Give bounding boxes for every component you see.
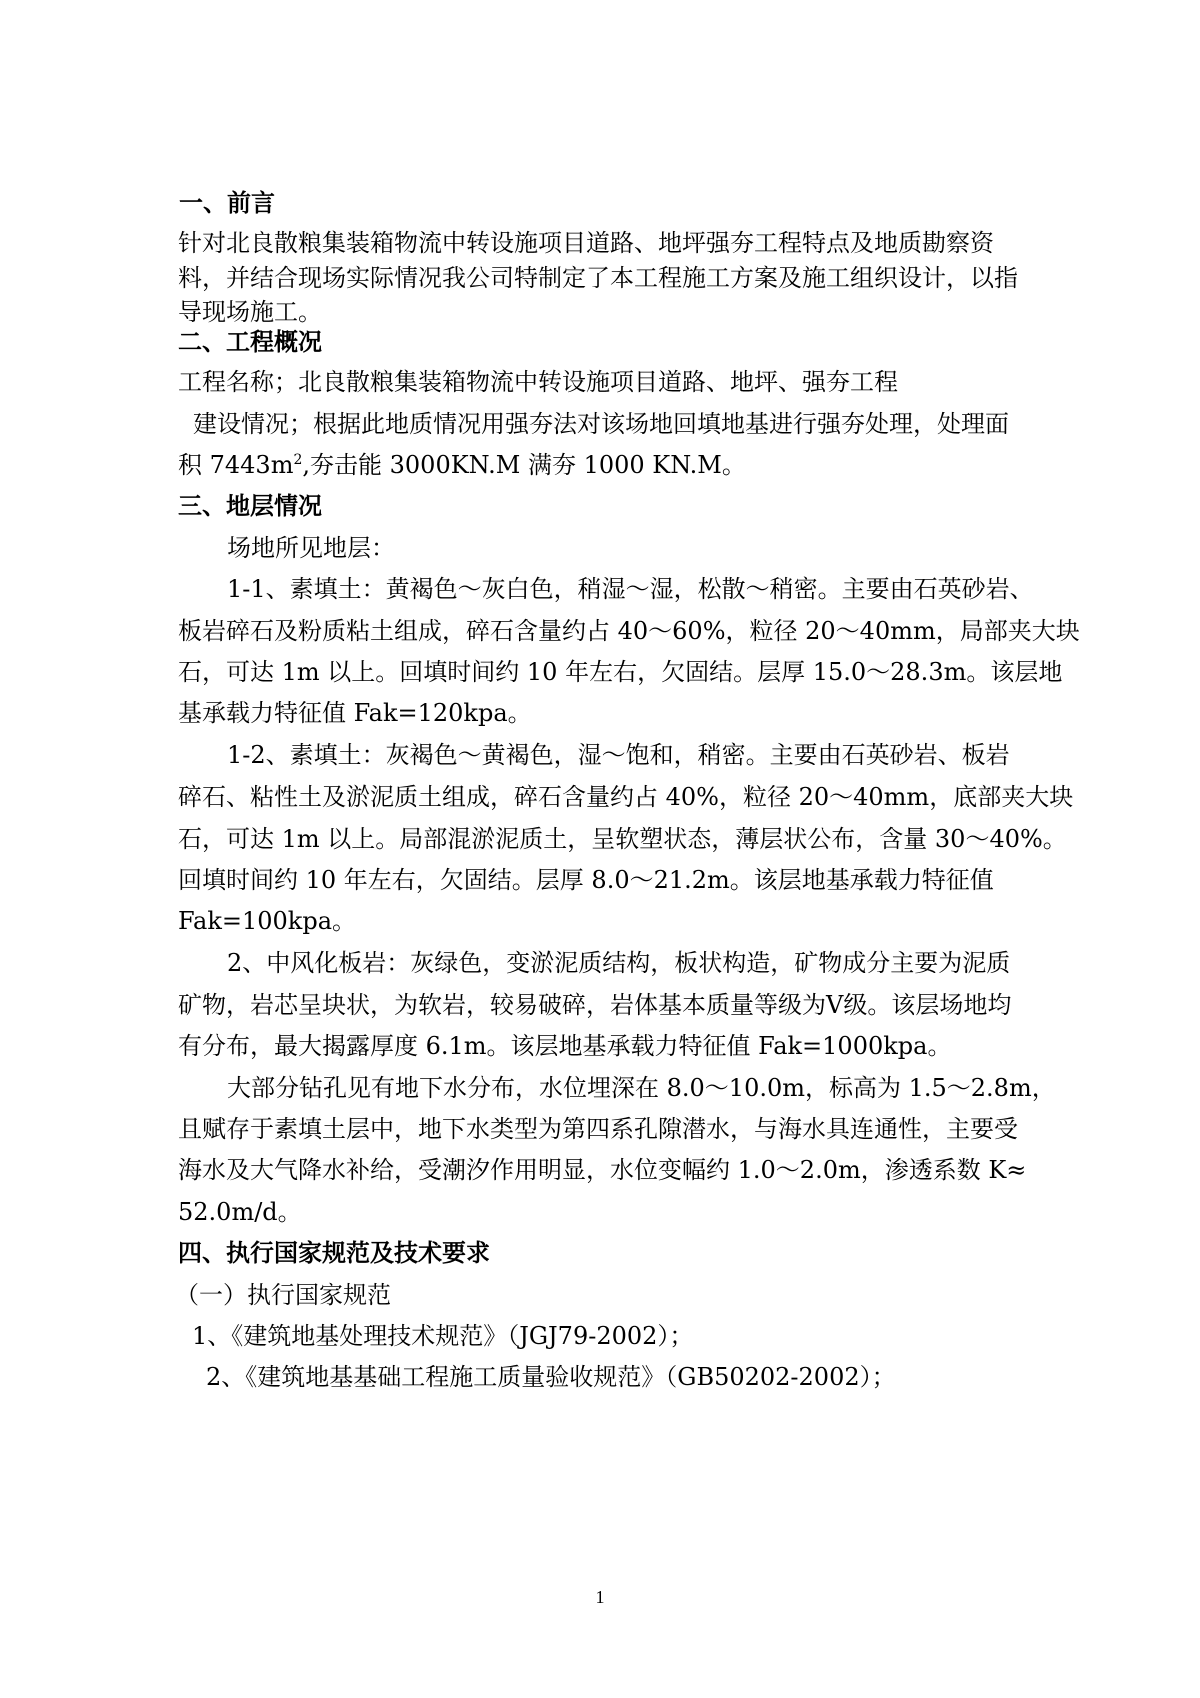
area-unit-exponent: 2 [293,452,303,468]
layer-1-2-line-5: Fak=100kpa。 [178,907,357,935]
layer-1-1-line-1: 1-1、素填土：黄褐色～灰白色，稍湿～湿，松散～稍密。主要由石英砂岩、 [227,575,1034,603]
construction-line-1: 建设情况；根据此地质情况用强夯法对该场地回填地基进行强夯处理，处理面 [193,410,1009,438]
groundwater-line-1: 大部分钻孔见有地下水分布，水位埋深在 8.0～10.0m，标高为 1.5～2.8m， [227,1074,1056,1102]
heading-overview: 二、工程概况 [178,327,322,356]
layer-1-2-line-1: 1-2、素填土：灰褐色～黄褐色，湿～饱和，稍密。主要由石英砂岩、板岩 [227,741,1010,769]
layer-2-line-1: 2、中风化板岩：灰绿色，变淤泥质结构，板状构造，矿物成分主要为泥质 [227,949,1011,977]
heading-foreword: 一、前言 [179,188,275,217]
energy-values: ,夯击能 3000KN.M 满夯 1000 KN.M。 [302,451,746,479]
layer-1-1-line-3: 石，可达 1m 以上。回填时间约 10 年左右，欠固结。层厚 15.0～28.3m。该层地 [178,658,1063,686]
page-number: 1 [595,1587,605,1607]
foreword-line-1: 针对北良散粮集装箱物流中转设施项目道路、地坪强夯工程特点及地质勘察资 [178,229,994,257]
groundwater-line-3: 海水及大气降水补给，受潮汐作用明显，水位变幅约 1.0～2.0m，渗透系数 K≈ [178,1156,1027,1184]
construction-line-2 [178,450,746,480]
heading-strata: 三、地层情况 [178,491,322,520]
layer-1-2-line-3: 石，可达 1m 以上。局部混淤泥质土，呈软塑状态，薄层状公布，含量 30～40%。 [178,825,1067,853]
strata-intro: 场地所见地层： [227,534,395,562]
layer-2-line-2: 矿物，岩芯呈块状，为软岩，较易破碎，岩体基本质量等级为Ⅴ级。该层场地均 [178,991,1012,1019]
layer-1-2-line-2: 碎石、粘性土及淤泥质土组成，碎石含量约占 40%，粒径 20～40mm，底部夹大块 [178,783,1074,811]
project-name-line: 工程名称；北良散粮集装箱物流中转设施项目道路、地坪、强夯工程 [178,368,898,396]
standard-item-2: 2、《建筑地基基础工程施工质量验收规范》（GB50202-2002）； [206,1363,896,1391]
layer-2-line-3: 有分布，最大揭露厚度 6.1m。该层地基承载力特征值 Fak=1000kpa。 [178,1032,952,1060]
layer-1-2-line-4: 回填时间约 10 年左右，欠固结。层厚 8.0～21.2m。该层地基承载力特征值 [178,866,994,894]
heading-standards: 四、执行国家规范及技术要求 [178,1238,490,1267]
layer-1-1-line-4: 基承载力特征值 Fak=120kpa。 [178,699,532,727]
standard-item-1: 1、《建筑地基处理技术规范》（JGJ79-2002）； [192,1322,694,1350]
groundwater-line-4: 52.0m/d。 [178,1198,302,1226]
standards-subheading: （一）执行国家规范 [175,1281,391,1309]
layer-1-1-line-2: 板岩碎石及粉质粘土组成，碎石含量约占 40～60%，粒径 20～40mm，局部夹大块 [178,617,1080,645]
groundwater-line-2: 且赋存于素填土层中，地下水类型为第四系孔隙潜水，与海水具连通性，主要受 [178,1115,1018,1143]
foreword-line-2: 料，并结合现场实际情况我公司特制定了本工程施工方案及施工组织设计，以指 [178,264,1018,292]
foreword-line-3: 导现场施工。 [178,298,322,326]
area-value: 积 7443m [178,451,294,479]
